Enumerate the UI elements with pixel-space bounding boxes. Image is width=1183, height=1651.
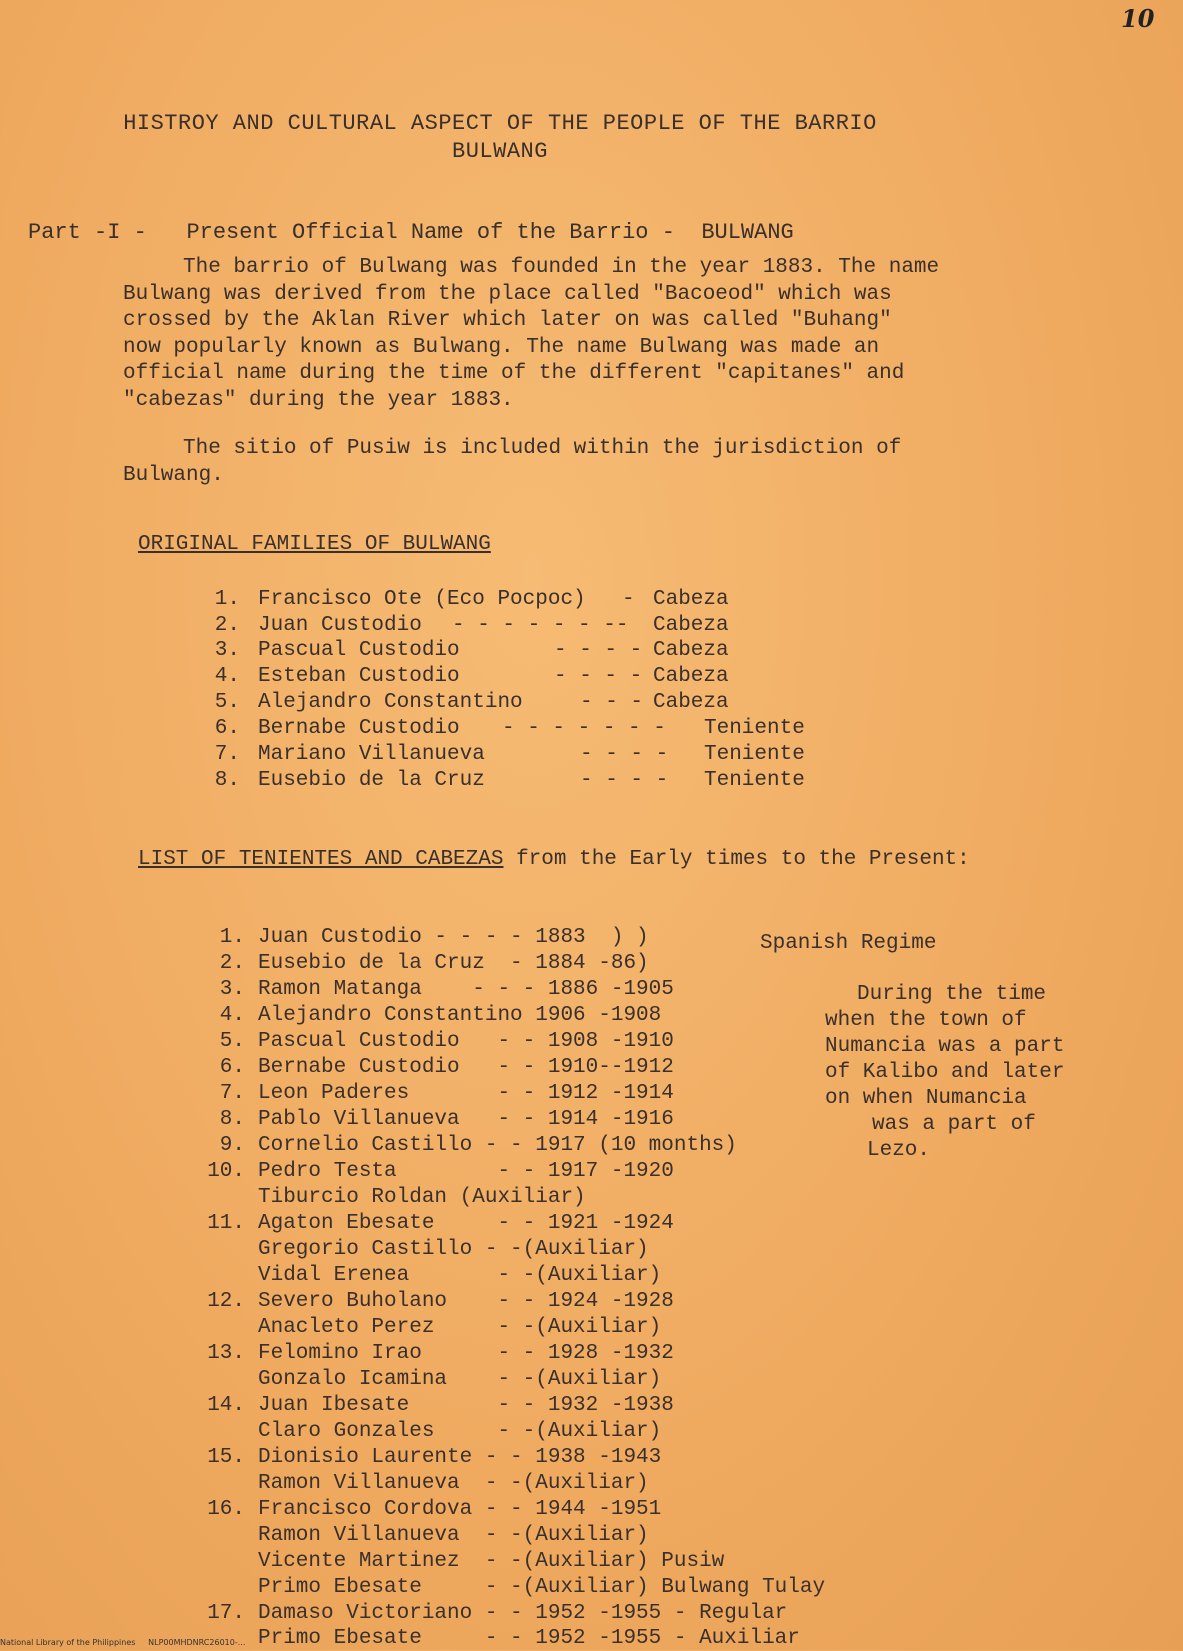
paragraph-line: "cabezas" during the year 1883. [123, 388, 514, 412]
families-heading: ORIGINAL FAMILIES OF BULWANG [138, 533, 491, 556]
paragraph-founding [123, 255, 1103, 414]
archive-footer: National Library of the Philippines NLP00MHDNRC26010-... [0, 1638, 246, 1647]
paragraph-line: The sitio of Pusiw is included within the jurisdiction of [183, 437, 902, 460]
side-note-line: Numancia was a part [825, 1035, 1065, 1058]
paragraph-line: now popularly known as Bulwang. The name Bulwang was made an [123, 335, 880, 359]
paragraph-line: official name during the time of the different "capitanes" and [123, 362, 905, 385]
part-1-line [28, 220, 794, 245]
side-note-line: when the town of [825, 1009, 1027, 1032]
barrio-name: BULWANG [701, 220, 794, 245]
side-note-line: of Kalibo and later [825, 1061, 1065, 1084]
part-heading: Present Official Name of the Barrio - [186, 220, 675, 245]
paragraph-line: Bulwang. [123, 463, 224, 487]
tenientes-heading-rest: from the Early times to the Present: [516, 848, 970, 871]
tenientes-heading-line [138, 847, 970, 872]
paragraph-line: crossed by the Aklan River which later on was called "Buhang" [123, 309, 892, 332]
page-number: 10 [1121, 4, 1155, 33]
document-title-line-1: HISTROY AND CULTURAL ASPECT OF THE PEOPLE OF THE BARRIO [123, 111, 877, 136]
paragraph-line: The barrio of Bulwang was founded in the year 1883. The name [183, 256, 940, 279]
side-note-line: on when Numancia [825, 1087, 1027, 1110]
paragraph-sitio [123, 436, 1103, 489]
side-note-line: was a part of [872, 1113, 1036, 1136]
part-label: Part -I - [28, 220, 147, 245]
side-note-line: Lezo. [867, 1139, 931, 1162]
paragraph-line: Bulwang was derived from the place called "Bacoeod" which was [123, 282, 892, 306]
side-note-title: Spanish Regime [760, 932, 937, 955]
document-title-line-2: BULWANG [452, 139, 548, 164]
side-note-line: During the time [857, 983, 1047, 1006]
tenientes-heading: LIST OF TENIENTES AND CABEZAS [138, 848, 504, 871]
